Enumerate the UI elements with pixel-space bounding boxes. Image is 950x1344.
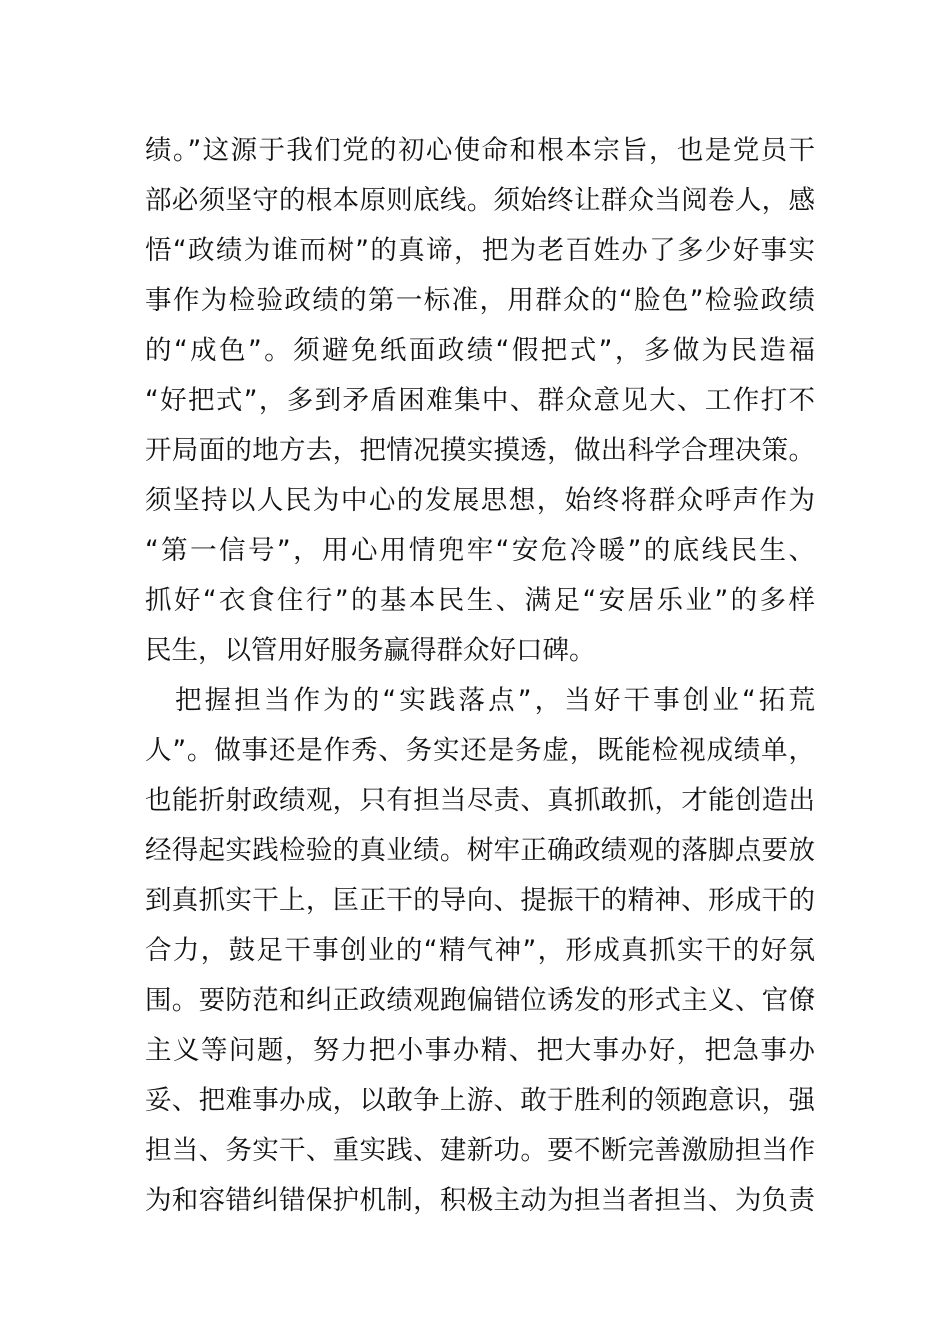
text-line: 合力，鼓足干事创业的“精气神”，形成真抓实干的好氛 — [145, 935, 815, 966]
body-text — [145, 126, 815, 1226]
text-line: 事作为检验政绩的第一标准，用群众的“脸色”检验政绩 — [145, 285, 815, 316]
text-line: 抓好“衣食住行”的基本民生、满足“安居乐业”的多样 — [145, 585, 815, 616]
text-line: 围。要防范和纠正政绩观跑偏错位诱发的形式主义、官僚 — [145, 985, 815, 1016]
text-line: 须坚持以人民为中心的发展思想，始终将群众呼声作为 — [145, 485, 815, 516]
text-line: 主义等问题，努力把小事办精、把大事办好，把急事办 — [145, 1035, 815, 1066]
text-line: 到真抓实干上，匡正干的导向、提振干的精神、形成干的 — [145, 885, 815, 916]
text-line: “好把式”，多到矛盾困难集中、群众意见大、工作打不 — [145, 385, 815, 416]
text-line: 绩。”这源于我们党的初心使命和根本宗旨，也是党员干 — [145, 135, 815, 166]
text-line: 民生，以管用好服务赢得群众好口碑。 — [145, 635, 596, 666]
text-line: 为和容错纠错保护机制，积极主动为担当者担当、为负责 — [145, 1185, 815, 1216]
text-line: 把握担当作为的“实践落点”，当好干事创业“拓荒 — [175, 685, 815, 716]
text-line: 担当、务实干、重实践、建新功。要不断完善激励担当作 — [145, 1135, 815, 1166]
text-line: 开局面的地方去，把情况摸实摸透，做出科学合理决策。 — [145, 435, 815, 466]
text-line: 悟“政绩为谁而树”的真谛，把为老百姓办了多少好事实 — [145, 235, 815, 266]
text-line: 经得起实践检验的真业绩。树牢正确政绩观的落脚点要放 — [145, 835, 815, 866]
text-line: 的“成色”。须避免纸面政绩“假把式”，多做为民造福 — [145, 335, 815, 366]
text-line: “第一信号”，用心用情兜牢“安危冷暖”的底线民生、 — [145, 535, 815, 566]
text-line: 妥、把难事办成，以敢争上游、敢于胜利的领跑意识，强 — [145, 1085, 815, 1116]
text-line: 也能折射政绩观，只有担当尽责、真抓敢抓，才能创造出 — [145, 785, 815, 816]
text-line: 人”。做事还是作秀、务实还是务虚，既能检视成绩单， — [145, 735, 815, 766]
text-line: 部必须坚守的根本原则底线。须始终让群众当阅卷人，感 — [145, 185, 815, 216]
